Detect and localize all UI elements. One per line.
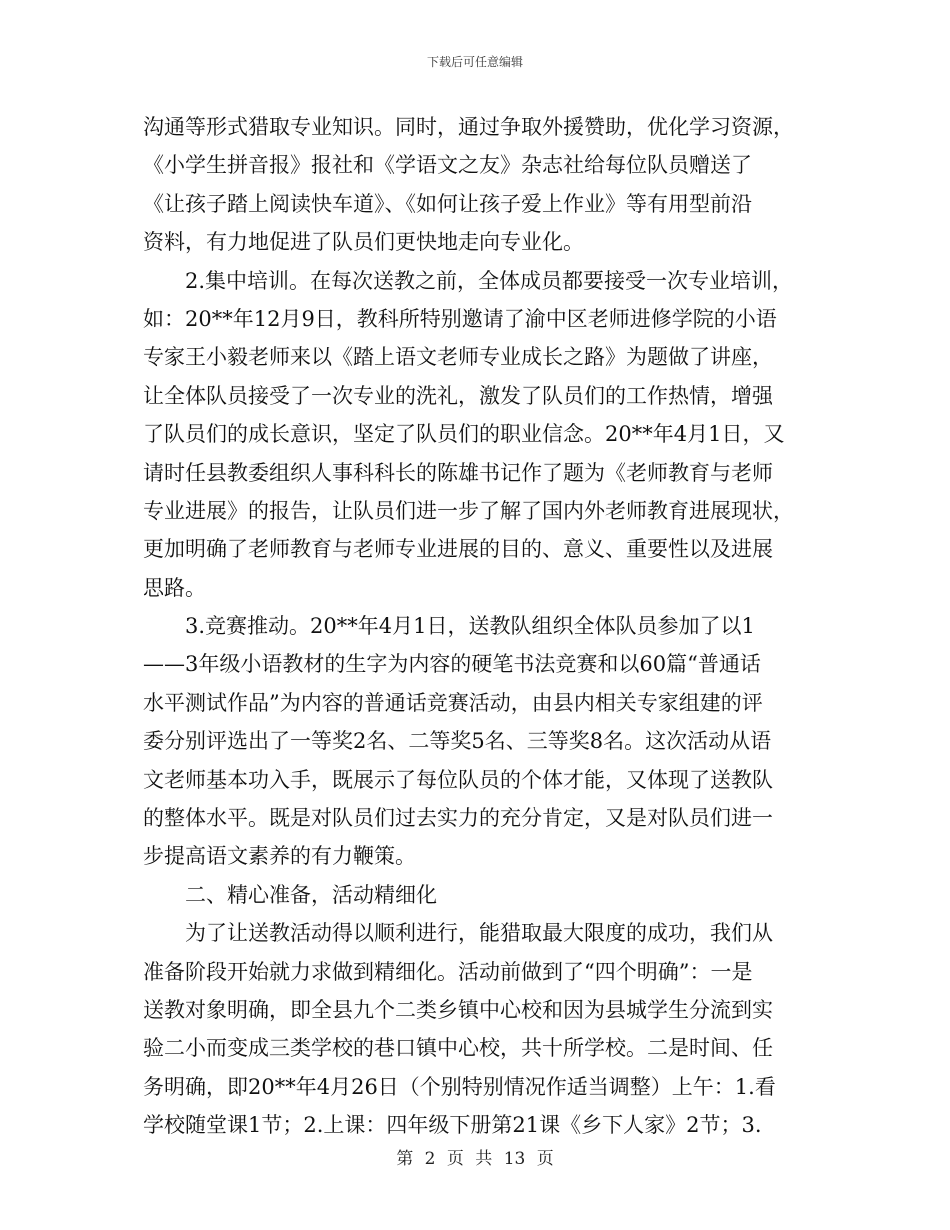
text-line: 《小学生拼音报》报社和《学语文之友》杂志社给每位队员赠送了: [143, 153, 752, 178]
text-line: 思路。: [143, 575, 206, 600]
section-heading: 二、精心准备，活动精细化: [185, 882, 437, 907]
text-line: 验二小而变成三类学校的巷口镇中心校，共十所学校。二是时间、任: [143, 1036, 773, 1061]
text-line: 的整体水平。既是对队员们过去实力的充分肯定，又是对队员们进一: [143, 806, 773, 831]
text-line: 务明确，即20**年4月26日（个别特别情况作适当调整）上午：1.看: [143, 1074, 776, 1099]
page-header: 下载后可任意编辑: [426, 55, 523, 69]
text-line: 文老师基本功入手，既展示了每位队员的个体才能，又体现了送教队: [143, 767, 773, 792]
page-number-footer: 第 2 页 共 13 页: [396, 1149, 554, 1169]
document-body: [143, 108, 811, 1145]
paragraph-start-line: 2.集中培训。在每次送教之前，全体成员都要接受一次专业培训，: [185, 268, 794, 293]
text-line: 沟通等形式猎取专业知识。同时，通过争取外援赞助，优化学习资源，: [143, 115, 794, 139]
text-line: 如：20**年12月9日，教科所特别邀请了渝中区老师进修学院的小语: [143, 306, 777, 331]
paragraph-start-line: 为了让送教活动得以顺利进行，能猎取最大限度的成功，我们从: [185, 921, 773, 946]
paragraph-start-line: 3.竞赛推动。20**年4月1日，送教队组织全体队员参加了以1: [185, 614, 755, 639]
text-line: 送教对象明确，即全县九个二类乡镇中心校和因为县城学生分流到实: [143, 997, 773, 1022]
text-line: 资料，有力地促进了队员们更快地走向专业化。: [143, 230, 584, 255]
text-line: 了队员们的成长意识，坚定了队员们的职业信念。20**年4月1日，又: [143, 422, 785, 447]
text-line: 步提高语文素养的有力鞭策。: [143, 844, 416, 869]
text-line: 让全体队员接受了一次专业的洗礼，激发了队员们的工作热情，增强: [143, 383, 773, 408]
text-line: 请时任县教委组织人事科科长的陈雄书记作了题为《老师教育与老师: [143, 460, 773, 485]
text-line: 学校随堂课1节；2.上课：四年级下册第21课《乡下人家》2节；3.: [143, 1113, 762, 1138]
text-line: 《让孩子踏上阅读快车道》、《如何让孩子爱上作业》等有用型前沿: [143, 191, 752, 216]
text-line: ——3年级小语教材的生字为内容的硬笔书法竞赛和以60篇“普通话: [143, 652, 761, 677]
text-line: 准备阶段开始就力求做到精细化。活动前做到了“四个明确”：一是: [143, 959, 753, 984]
text-line: 专业进展》的报告，让队员们进一步了解了国内外老师教育进展现状，: [143, 498, 794, 523]
text-line: 委分别评选出了一等奖2名、二等奖5名、三等奖8名。这次活动从语: [143, 729, 772, 754]
text-line: 水平测试作品”为内容的普通话竞赛活动，由县内相关专家组建的评: [143, 690, 763, 715]
text-line: 更加明确了老师教育与老师专业进展的目的、意义、重要性以及进展: [143, 537, 773, 562]
text-line: 专家王小毅老师来以《踏上语文老师专业成长之路》为题做了讲座，: [143, 345, 773, 370]
